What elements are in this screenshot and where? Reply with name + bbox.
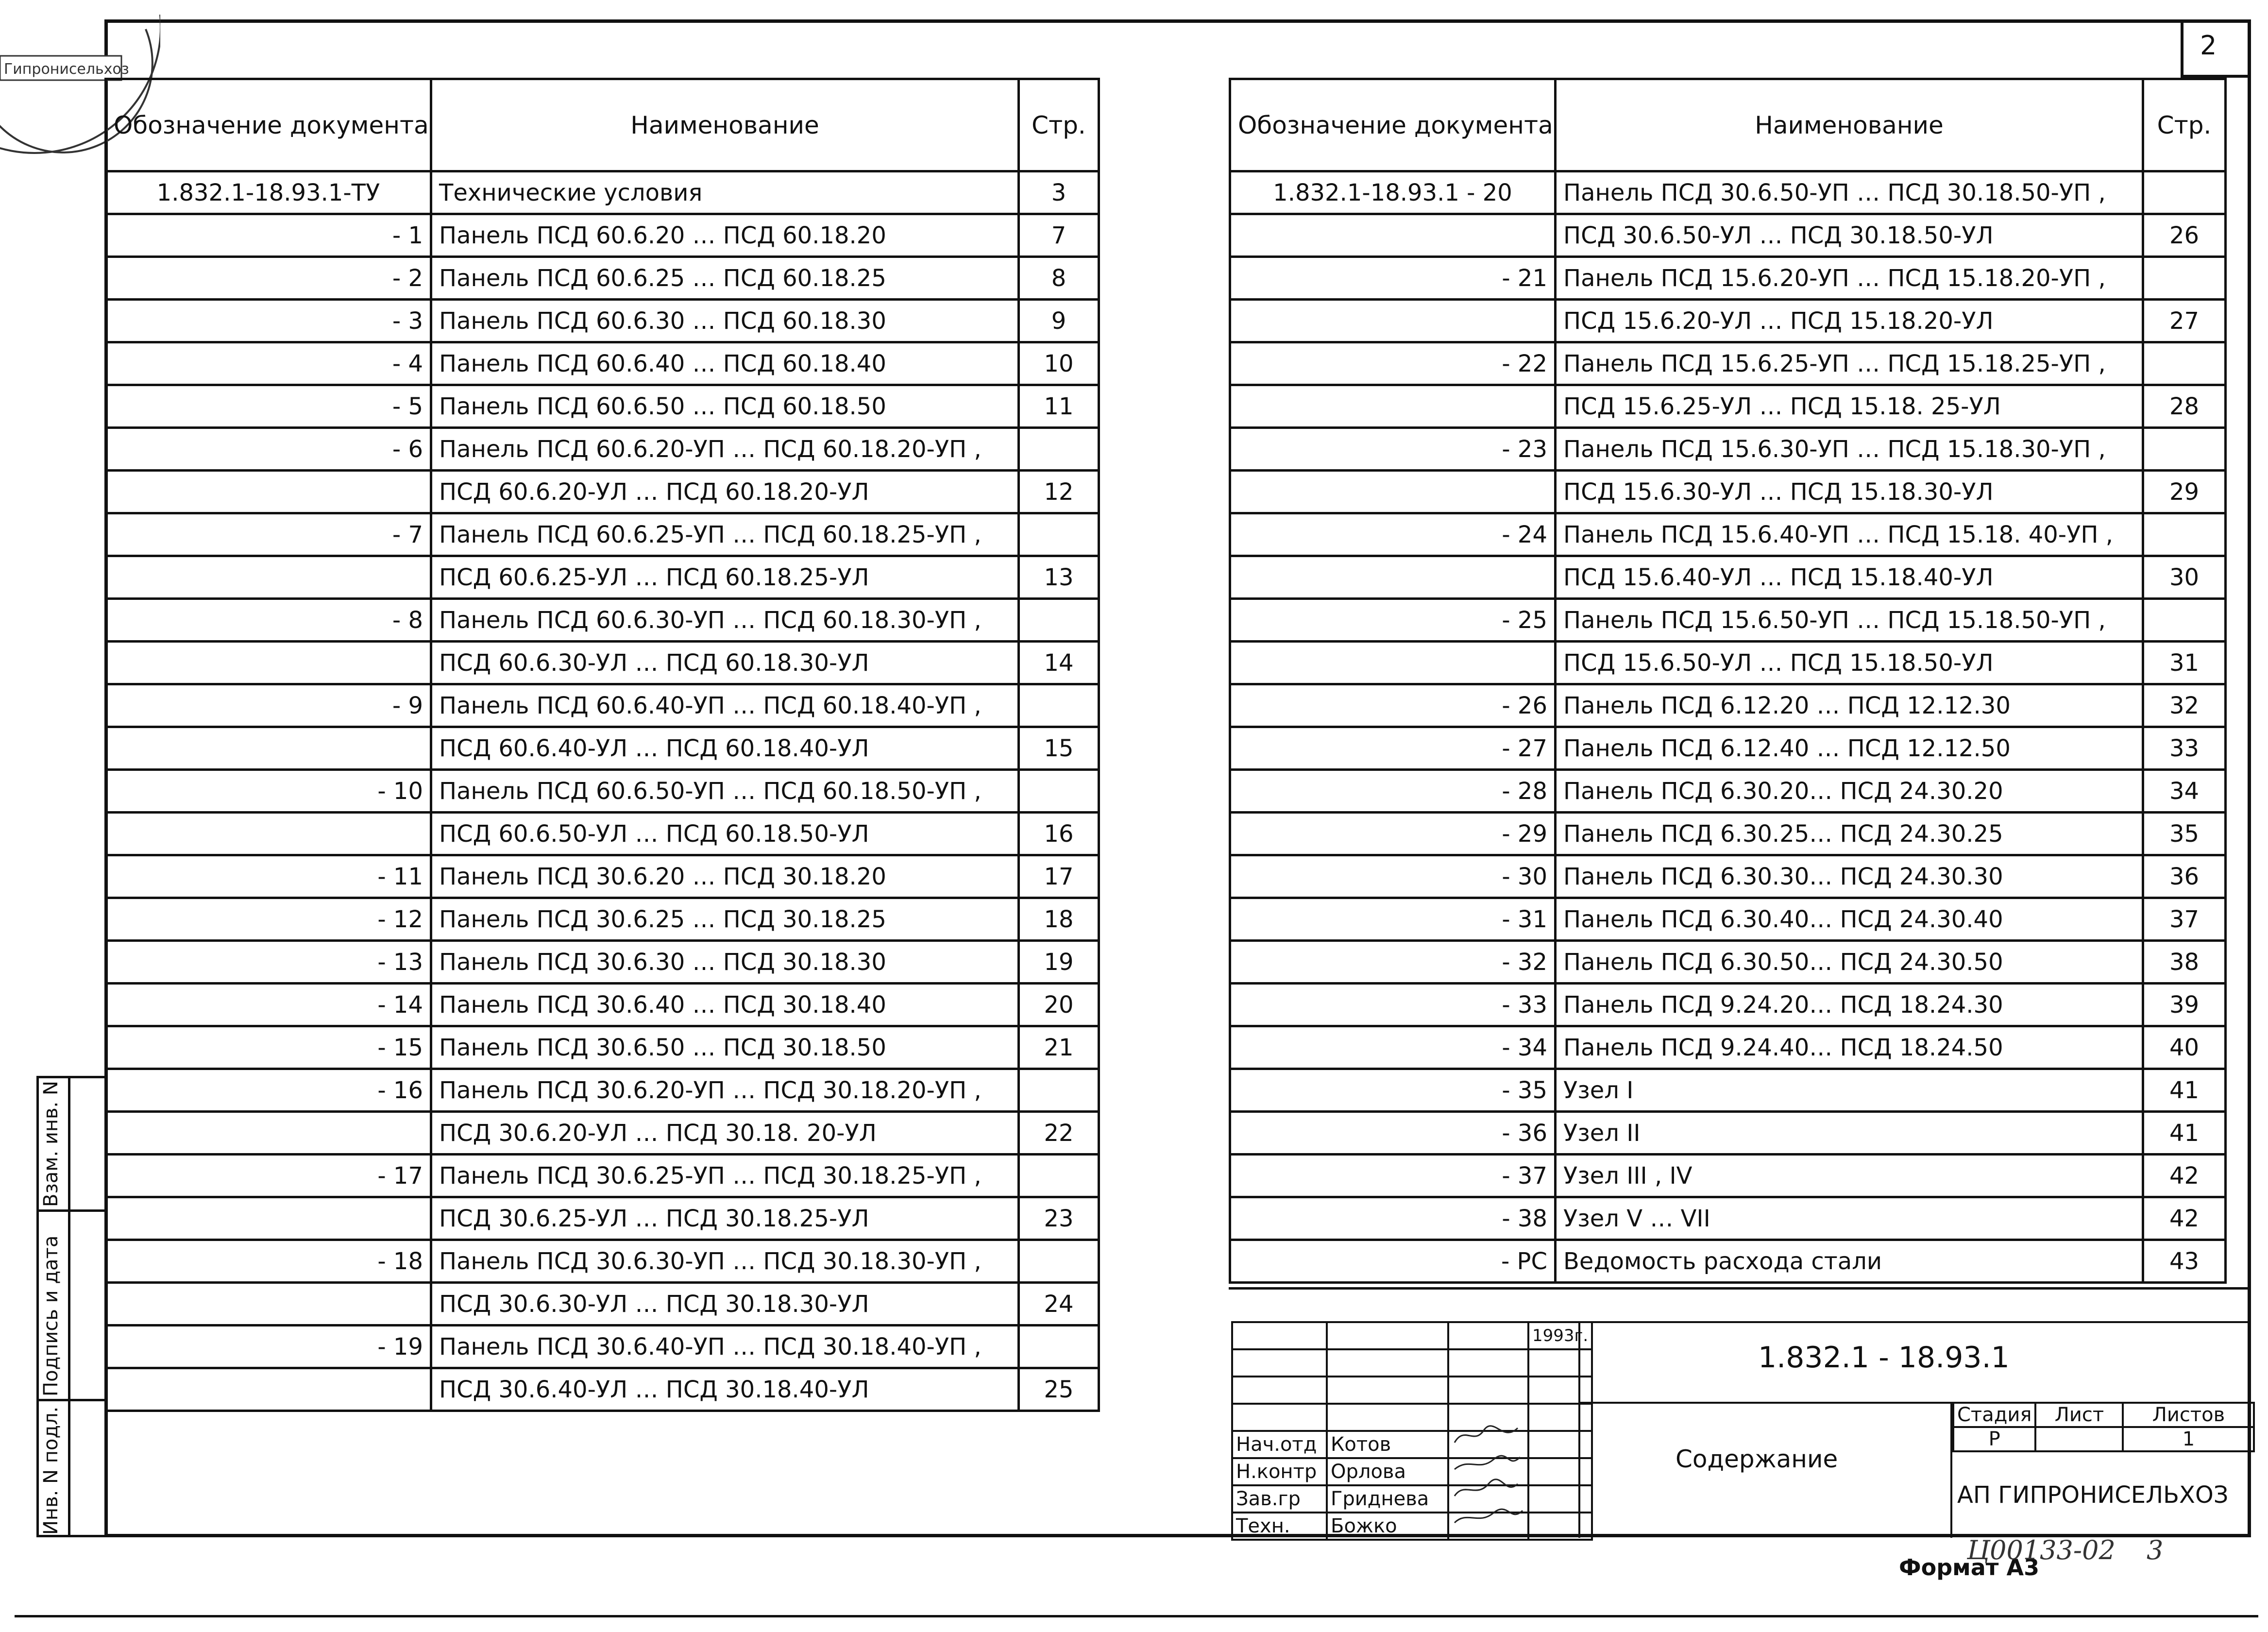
- row-page: 35: [2143, 813, 2226, 855]
- right-contents-table: [1229, 78, 2227, 1284]
- side-label-podpis: Подпись и дата: [40, 1235, 62, 1396]
- header-designation: Обозначение документа: [1230, 79, 1556, 171]
- row-designation: [106, 727, 431, 770]
- row-name: ПСД 30.6.20-УЛ … ПСД 30.18. 20-УЛ: [431, 1112, 1019, 1155]
- row-designation: - 6: [106, 428, 431, 471]
- row-page: 31: [2143, 642, 2226, 684]
- row-name: Панель ПСД 6.30.25… ПСД 24.30.25: [1556, 813, 2143, 855]
- row-name: Панель ПСД 30.6.30 … ПСД 30.18.30: [431, 941, 1019, 984]
- row-page: 13: [1019, 556, 1099, 599]
- header-page: Стр.: [2143, 79, 2226, 171]
- row-page: 18: [1019, 898, 1099, 941]
- row-designation: - 26: [1230, 684, 1556, 727]
- row-designation: [1230, 471, 1556, 513]
- table-row: [106, 556, 1099, 599]
- table-row: [1230, 1112, 2226, 1155]
- table-row: [106, 898, 1099, 941]
- row-page: 30: [2143, 556, 2226, 599]
- row-designation: [1230, 385, 1556, 428]
- handwritten-code: Ц00133-02: [1967, 1535, 2116, 1565]
- row-designation: [106, 1197, 431, 1240]
- row-page: 19: [1019, 941, 1099, 984]
- row-page: 17: [1019, 855, 1099, 898]
- row-page: [1019, 1240, 1099, 1283]
- table-row: [1230, 428, 2226, 471]
- row-page: [2143, 599, 2226, 642]
- row-page: 22: [1019, 1112, 1099, 1155]
- table-row: [1230, 1240, 2226, 1283]
- row-designation: - 5: [106, 385, 431, 428]
- row-designation: - 7: [106, 513, 431, 556]
- row-designation: 1.832.1-18.93.1-ТУ: [106, 171, 431, 214]
- row-name: Панель ПСД 6.12.20 … ПСД 12.12.30: [1556, 684, 2143, 727]
- row-designation: [106, 1112, 431, 1155]
- row-name: Технические условия: [431, 171, 1019, 214]
- row-name: Панель ПСД 60.6.30 … ПСД 60.18.30: [431, 300, 1019, 342]
- table-row: [106, 1069, 1099, 1112]
- row-designation: - 9: [106, 684, 431, 727]
- stage-table: [1952, 1402, 2255, 1452]
- table-row: [1230, 171, 2226, 214]
- row-designation: - 14: [106, 984, 431, 1026]
- table-row: [1230, 642, 2226, 684]
- row-designation: [1230, 642, 1556, 684]
- header-name: Наименование: [431, 79, 1019, 171]
- row-page: [2143, 171, 2226, 214]
- format-label: Формат А3: [1899, 1554, 2040, 1581]
- row-name: Панель ПСД 60.6.50 … ПСД 60.18.50: [431, 385, 1019, 428]
- row-name: ПСД 60.6.30-УЛ … ПСД 60.18.30-УЛ: [431, 642, 1019, 684]
- row-designation: - 36: [1230, 1112, 1556, 1155]
- row-designation: - 11: [106, 855, 431, 898]
- row-name: Панель ПСД 15.6.40-УП … ПСД 15.18. 40-УП ,: [1556, 513, 2143, 556]
- row-page: 14: [1019, 642, 1099, 684]
- document-title: Содержание: [1676, 1445, 1838, 1473]
- table-row: [1230, 513, 2226, 556]
- designation-text: 1.832.1 - 18.93.1: [1758, 1341, 2010, 1375]
- table-row: [106, 642, 1099, 684]
- table-row: [106, 599, 1099, 642]
- table-row: [1230, 556, 2226, 599]
- table-row: [106, 1197, 1099, 1240]
- row-designation: [1230, 214, 1556, 257]
- row-designation: - 33: [1230, 984, 1556, 1026]
- organization-name: АП ГИПРОНИСЕЛЬХОЗ: [1957, 1481, 2229, 1509]
- table-row: [1230, 300, 2226, 342]
- row-name: Панель ПСД 15.6.30-УП … ПСД 15.18.30-УП ,: [1556, 428, 2143, 471]
- row-name: Панель ПСД 15.6.25-УП … ПСД 15.18.25-УП ,: [1556, 342, 2143, 385]
- sheets-label: Листов: [2123, 1403, 2254, 1427]
- row-page: 8: [1019, 257, 1099, 300]
- bottom-border-line: [15, 1615, 2258, 1617]
- row-page: [2143, 342, 2226, 385]
- row-page: 38: [2143, 941, 2226, 984]
- year-cell: 1993г.: [1528, 1322, 1592, 1349]
- row-designation: - 30: [1230, 855, 1556, 898]
- row-name: ПСД 30.6.50-УЛ … ПСД 30.18.50-УЛ: [1556, 214, 2143, 257]
- row-name: Панель ПСД 6.30.30… ПСД 24.30.30: [1556, 855, 2143, 898]
- table-row: [106, 214, 1099, 257]
- row-name: Панель ПСД 6.30.50… ПСД 24.30.50: [1556, 941, 2143, 984]
- table-row: [106, 941, 1099, 984]
- row-name: ПСД 15.6.25-УЛ … ПСД 15.18. 25-УЛ: [1556, 385, 2143, 428]
- row-designation: - 4: [106, 342, 431, 385]
- row-designation: - 12: [106, 898, 431, 941]
- row-page: 23: [1019, 1197, 1099, 1240]
- row-page: 11: [1019, 385, 1099, 428]
- row-page: 32: [2143, 684, 2226, 727]
- table-row: [1230, 1197, 2226, 1240]
- row-designation: - 28: [1230, 770, 1556, 813]
- side-label-inv-podl: Инв. N подл.: [40, 1406, 62, 1535]
- row-name: ПСД 60.6.25-УЛ … ПСД 60.18.25-УЛ: [431, 556, 1019, 599]
- table-row: [1230, 941, 2226, 984]
- row-page: 33: [2143, 727, 2226, 770]
- table-row: [1230, 342, 2226, 385]
- role-4: Техн.: [1232, 1513, 1327, 1540]
- row-name: Панель ПСД 30.6.25-УП … ПСД 30.18.25-УП ,: [431, 1155, 1019, 1197]
- sheet-value: [2035, 1427, 2123, 1451]
- row-designation: - 23: [1230, 428, 1556, 471]
- sheet-number: 2: [2200, 30, 2217, 61]
- row-page: 21: [1019, 1026, 1099, 1069]
- row-name: Панель ПСД 30.6.30-УП … ПСД 30.18.30-УП ,: [431, 1240, 1019, 1283]
- header-name: Наименование: [1556, 79, 2143, 171]
- row-name: ПСД 60.6.50-УЛ … ПСД 60.18.50-УЛ: [431, 813, 1019, 855]
- table-row: [106, 428, 1099, 471]
- row-page: 39: [2143, 984, 2226, 1026]
- row-name: Панель ПСД 15.6.50-УП … ПСД 15.18.50-УП ,: [1556, 599, 2143, 642]
- row-designation: - 21: [1230, 257, 1556, 300]
- row-page: 10: [1019, 342, 1099, 385]
- row-designation: [106, 471, 431, 513]
- row-designation: - 3: [106, 300, 431, 342]
- person-2: Орлова: [1327, 1458, 1448, 1485]
- row-designation: - 13: [106, 941, 431, 984]
- row-page: 27: [2143, 300, 2226, 342]
- table-row: [1230, 471, 2226, 513]
- side-strip-sep-2: [36, 1399, 104, 1401]
- table-row: [1230, 770, 2226, 813]
- table-row: [1230, 898, 2226, 941]
- row-designation: [1230, 300, 1556, 342]
- left-table-header: [106, 79, 1099, 171]
- row-designation: [106, 556, 431, 599]
- person-4: Божко: [1327, 1513, 1448, 1540]
- row-name: ПСД 30.6.30-УЛ … ПСД 30.18.30-УЛ: [431, 1283, 1019, 1326]
- row-name: ПСД 15.6.20-УЛ … ПСД 15.18.20-УЛ: [1556, 300, 2143, 342]
- row-page: 43: [2143, 1240, 2226, 1283]
- row-name: Панель ПСД 60.6.20 … ПСД 60.18.20: [431, 214, 1019, 257]
- row-name: Панель ПСД 30.6.20 … ПСД 30.18.20: [431, 855, 1019, 898]
- row-designation: - РС: [1230, 1240, 1556, 1283]
- row-name: Панель ПСД 60.6.50-УП … ПСД 60.18.50-УП ,: [431, 770, 1019, 813]
- row-designation: - 17: [106, 1155, 431, 1197]
- table-row: [106, 984, 1099, 1026]
- row-name: Панель ПСД 60.6.40-УП … ПСД 60.18.40-УП ,: [431, 684, 1019, 727]
- row-page: 7: [1019, 214, 1099, 257]
- table-row: [1230, 727, 2226, 770]
- row-designation: - 10: [106, 770, 431, 813]
- row-name: Панель ПСД 60.6.25-УП … ПСД 60.18.25-УП ,: [431, 513, 1019, 556]
- table-row: [106, 855, 1099, 898]
- row-name: ПСД 60.6.40-УЛ … ПСД 60.18.40-УЛ: [431, 727, 1019, 770]
- row-page: 24: [1019, 1283, 1099, 1326]
- row-page: 26: [2143, 214, 2226, 257]
- row-name: Панель ПСД 9.24.40… ПСД 18.24.50: [1556, 1026, 2143, 1069]
- row-name: ПСД 30.6.40-УЛ … ПСД 30.18.40-УЛ: [431, 1368, 1019, 1411]
- row-page: 25: [1019, 1368, 1099, 1411]
- row-page: 3: [1019, 171, 1099, 214]
- row-name: Панель ПСД 30.6.25 … ПСД 30.18.25: [431, 898, 1019, 941]
- row-designation: - 24: [1230, 513, 1556, 556]
- row-page: [2143, 257, 2226, 300]
- stage-label: Стадия: [1953, 1403, 2035, 1427]
- table-row: [1230, 257, 2226, 300]
- signature-table: [1231, 1321, 1593, 1541]
- row-page: [2143, 513, 2226, 556]
- row-designation: - 34: [1230, 1026, 1556, 1069]
- table-row: [106, 471, 1099, 513]
- row-page: [1019, 1069, 1099, 1112]
- row-name: Панель ПСД 30.6.20-УП … ПСД 30.18.20-УП ,: [431, 1069, 1019, 1112]
- row-page: 28: [2143, 385, 2226, 428]
- seal-text: Гипронисельхоз: [4, 61, 129, 78]
- row-name: Узел I: [1556, 1069, 2143, 1112]
- table-row: [106, 1026, 1099, 1069]
- header-designation: Обозначение документа: [106, 79, 431, 171]
- row-page: 34: [2143, 770, 2226, 813]
- row-name: Панель ПСД 60.6.30-УП … ПСД 60.18.30-УП ,: [431, 599, 1019, 642]
- row-name: ПСД 15.6.30-УЛ … ПСД 15.18.30-УЛ: [1556, 471, 2143, 513]
- sheet-label: Лист: [2035, 1403, 2123, 1427]
- table-row: [106, 1326, 1099, 1368]
- row-name: ПСД 15.6.40-УЛ … ПСД 15.18.40-УЛ: [1556, 556, 2143, 599]
- row-page: [2143, 428, 2226, 471]
- person-1: Котов: [1327, 1431, 1448, 1458]
- table-row: [106, 1368, 1099, 1411]
- row-page: [1019, 1155, 1099, 1197]
- row-name: Панель ПСД 30.6.40-УП … ПСД 30.18.40-УП ,: [431, 1326, 1019, 1368]
- side-strip-divider: [68, 1076, 70, 1537]
- row-page: 9: [1019, 300, 1099, 342]
- row-page: [1019, 684, 1099, 727]
- row-page: 42: [2143, 1155, 2226, 1197]
- row-designation: - 29: [1230, 813, 1556, 855]
- row-page: 41: [2143, 1069, 2226, 1112]
- row-designation: - 31: [1230, 898, 1556, 941]
- row-name: Панель ПСД 30.6.50-УП … ПСД 30.18.50-УП ,: [1556, 171, 2143, 214]
- row-designation: - 35: [1230, 1069, 1556, 1112]
- row-page: 20: [1019, 984, 1099, 1026]
- table-row: [106, 342, 1099, 385]
- table-row: [106, 813, 1099, 855]
- table-row: [106, 1112, 1099, 1155]
- table-row: [1230, 1155, 2226, 1197]
- row-designation: 1.832.1-18.93.1 - 20: [1230, 171, 1556, 214]
- row-name: Панель ПСД 6.30.20… ПСД 24.30.20: [1556, 770, 2143, 813]
- row-page: 15: [1019, 727, 1099, 770]
- row-page: 40: [2143, 1026, 2226, 1069]
- table-row: [106, 684, 1099, 727]
- row-name: Ведомость расхода стали: [1556, 1240, 2143, 1283]
- role-1: Нач.отд: [1232, 1431, 1327, 1458]
- role-2: Н.контр: [1232, 1458, 1327, 1485]
- row-page: [1019, 1326, 1099, 1368]
- table-row: [1230, 385, 2226, 428]
- row-designation: - 38: [1230, 1197, 1556, 1240]
- table-row: [106, 1155, 1099, 1197]
- table-row: [106, 257, 1099, 300]
- table-row: [1230, 984, 2226, 1026]
- table-row: [1230, 1069, 2226, 1112]
- row-designation: - 2: [106, 257, 431, 300]
- signatures-drawing: [1450, 1423, 1527, 1540]
- row-designation: [106, 1283, 431, 1326]
- row-name: Панель ПСД 9.24.20… ПСД 18.24.30: [1556, 984, 2143, 1026]
- row-designation: - 27: [1230, 727, 1556, 770]
- side-label-vzam: Взам. инв. N: [40, 1081, 62, 1207]
- row-name: Панель ПСД 6.12.40 … ПСД 12.12.50: [1556, 727, 2143, 770]
- row-page: [1019, 428, 1099, 471]
- row-designation: - 16: [106, 1069, 431, 1112]
- table-row: [1230, 599, 2226, 642]
- row-designation: - 22: [1230, 342, 1556, 385]
- table-row: [1230, 1026, 2226, 1069]
- row-name: ПСД 15.6.50-УЛ … ПСД 15.18.50-УЛ: [1556, 642, 2143, 684]
- row-name: Панель ПСД 6.30.40… ПСД 24.30.40: [1556, 898, 2143, 941]
- table-row: [106, 727, 1099, 770]
- row-designation: [106, 813, 431, 855]
- table-row: [1230, 855, 2226, 898]
- row-page: 12: [1019, 471, 1099, 513]
- table-row: [1230, 214, 2226, 257]
- row-name: Панель ПСД 60.6.20-УП … ПСД 60.18.20-УП ,: [431, 428, 1019, 471]
- row-designation: - 8: [106, 599, 431, 642]
- row-page: [1019, 599, 1099, 642]
- row-designation: - 18: [106, 1240, 431, 1283]
- row-name: Узел V … VII: [1556, 1197, 2143, 1240]
- row-name: Узел III , IV: [1556, 1155, 2143, 1197]
- row-designation: - 37: [1230, 1155, 1556, 1197]
- row-designation: [106, 642, 431, 684]
- stage-value: Р: [1953, 1427, 2035, 1451]
- right-table-header: [1230, 79, 2226, 171]
- table-row: [106, 513, 1099, 556]
- table-row: [106, 300, 1099, 342]
- row-name: ПСД 30.6.25-УЛ … ПСД 30.18.25-УЛ: [431, 1197, 1019, 1240]
- person-3: Гриднева: [1327, 1485, 1448, 1513]
- handwritten-page: 3: [2147, 1535, 2164, 1565]
- row-designation: - 1: [106, 214, 431, 257]
- row-designation: - 15: [106, 1026, 431, 1069]
- row-page: [1019, 513, 1099, 556]
- row-designation: [106, 1368, 431, 1411]
- row-name: Панель ПСД 60.6.25 … ПСД 60.18.25: [431, 257, 1019, 300]
- row-designation: - 32: [1230, 941, 1556, 984]
- table-row: [106, 770, 1099, 813]
- row-page: 42: [2143, 1197, 2226, 1240]
- row-name: Узел II: [1556, 1112, 2143, 1155]
- row-page: 36: [2143, 855, 2226, 898]
- title-block-top-line: [1229, 1287, 2251, 1290]
- table-row: [106, 385, 1099, 428]
- row-name: Панель ПСД 30.6.40 … ПСД 30.18.40: [431, 984, 1019, 1026]
- row-designation: [1230, 556, 1556, 599]
- role-3: Зав.гр: [1232, 1485, 1327, 1513]
- row-page: 41: [2143, 1112, 2226, 1155]
- header-page: Стр.: [1019, 79, 1099, 171]
- row-name: Панель ПСД 15.6.20-УП … ПСД 15.18.20-УП ,: [1556, 257, 2143, 300]
- row-page: [1019, 770, 1099, 813]
- table-row: [106, 171, 1099, 214]
- row-page: 16: [1019, 813, 1099, 855]
- title-block: [1231, 1321, 1593, 1541]
- table-row: [1230, 684, 2226, 727]
- table-row: [106, 1240, 1099, 1283]
- table-row: [1230, 813, 2226, 855]
- row-page: 37: [2143, 898, 2226, 941]
- left-contents-table: [104, 78, 1100, 1412]
- row-name: ПСД 60.6.20-УЛ … ПСД 60.18.20-УЛ: [431, 471, 1019, 513]
- row-name: Панель ПСД 30.6.50 … ПСД 30.18.50: [431, 1026, 1019, 1069]
- row-name: Панель ПСД 60.6.40 … ПСД 60.18.40: [431, 342, 1019, 385]
- row-designation: - 19: [106, 1326, 431, 1368]
- table-row: [106, 1283, 1099, 1326]
- sheets-value: 1: [2123, 1427, 2254, 1451]
- row-page: 29: [2143, 471, 2226, 513]
- row-designation: - 25: [1230, 599, 1556, 642]
- side-strip-sep-1: [36, 1209, 104, 1212]
